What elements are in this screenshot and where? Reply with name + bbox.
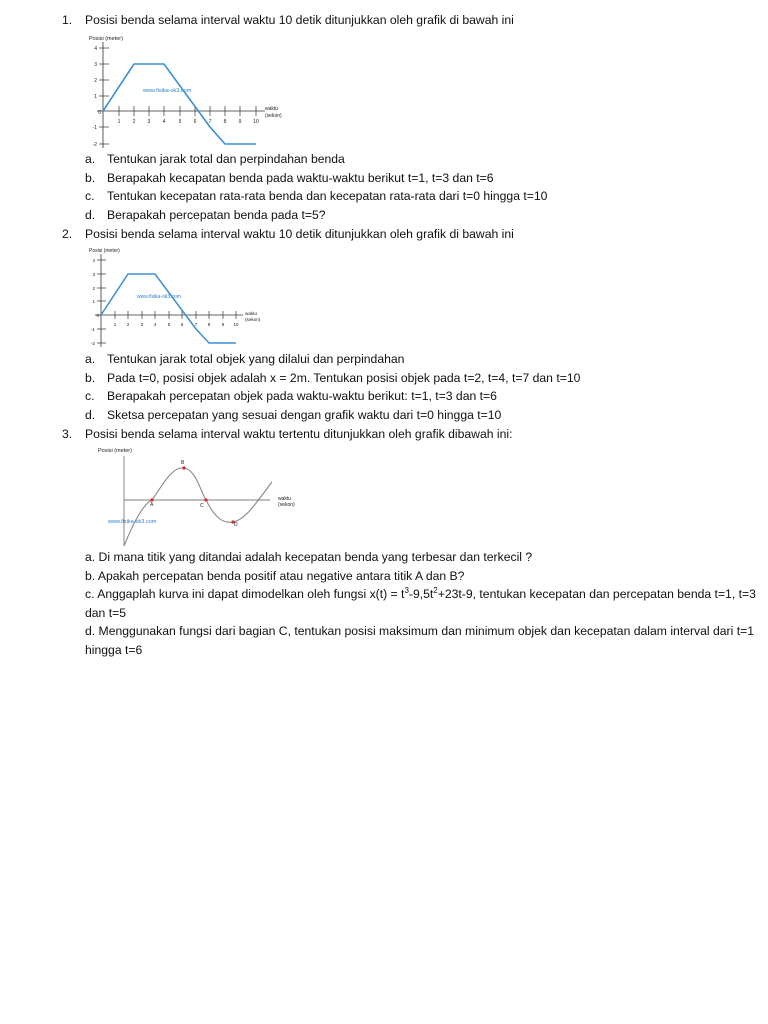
- graph-xlabel-unit: (sekon): [245, 317, 261, 322]
- svg-text:B: B: [181, 460, 185, 466]
- graph-xlabel: waktu: [278, 496, 292, 502]
- list-item: c. Berapakah percepatan objek pada waktu-waktu berikut: t=1, t=3 dan t=6: [85, 389, 497, 404]
- y-tick: 2: [92, 286, 95, 291]
- list-item: d. Sketsa percepatan yang sesuai dengan grafik waktu dari t=0 hingga t=10: [85, 407, 502, 422]
- watermark-text: www.fisika-ok3.com: [143, 88, 192, 94]
- list-item: a. Di mana titik yang ditandai adalah kecepatan benda yang terbesar dan terkecil ?: [85, 550, 533, 564]
- y-tick: 2: [94, 78, 97, 84]
- x-tick: 10: [233, 322, 239, 327]
- position-line: [101, 274, 236, 343]
- x-tick: 9: [238, 119, 242, 125]
- position-time-graph-2: [85, 247, 265, 350]
- position-line: [103, 64, 256, 144]
- graph-xlabel: waktu: [245, 311, 258, 316]
- x-tick: 6: [193, 119, 197, 125]
- watermark-text: www.fisika-ok3.com: [108, 519, 157, 525]
- position-time-graph-1: [85, 34, 290, 152]
- x-tick: 5: [167, 322, 171, 327]
- question-text: Posisi benda selama interval waktu tertentu ditunjukkan oleh grafik dibawah ini:: [85, 427, 513, 441]
- graph-ylabel: Posisi (meter): [98, 448, 132, 454]
- list-item: b. Apakah percepatan benda positif atau negative antara titik A dan B?: [85, 568, 465, 583]
- svg-text:C: C: [200, 503, 204, 509]
- y-tick: 4: [92, 258, 95, 263]
- point-d: [231, 520, 238, 528]
- question-text: Posisi benda selama interval waktu 10 detik ditunjukkan oleh grafik di bawah ini: [85, 13, 514, 27]
- x-tick: 3: [140, 322, 144, 327]
- question-text: Posisi benda selama interval waktu 10 detik ditunjukkan oleh grafik di bawah ini: [85, 227, 514, 241]
- list-item: d. Menggunakan fungsi dari bagian C, tentukan posisi maksimum dan minimum objek dan kecepatan dalam interval dari t=1 hingga t=6: [85, 624, 754, 657]
- x-tick: 7: [208, 119, 212, 125]
- graph-xlabel-unit: (sekon): [278, 502, 295, 508]
- position-curve-graph: [96, 446, 311, 548]
- y-tick: 4: [94, 46, 97, 52]
- question-1-items: [85, 150, 765, 224]
- x-tick: 2: [132, 119, 136, 125]
- x-tick: 2: [126, 322, 130, 327]
- y-tick: 0: [98, 110, 101, 116]
- x-tick: 7: [194, 322, 198, 327]
- graph-ylabel: Posisi (meter): [89, 36, 123, 42]
- y-tick: -2: [90, 341, 95, 346]
- svg-text:D: D: [234, 522, 238, 528]
- watermark-text: www.fisika-ok3.com: [137, 294, 181, 300]
- list-item: b. Berapakah kecapatan benda pada waktu-waktu berikut t=1, t=3 dan t=6: [85, 170, 494, 185]
- graph-ylabel: Posisi (meter): [89, 248, 120, 254]
- y-tick: 1: [94, 94, 97, 100]
- x-tick: 8: [223, 119, 227, 125]
- point-a: [150, 498, 154, 508]
- graph-xlabel-unit: (sekon): [265, 113, 282, 119]
- x-tick: 4: [153, 322, 157, 327]
- question-3-items: [85, 548, 765, 660]
- question-2-items: [85, 350, 765, 424]
- list-item: d. Berapakah percepatan benda pada t=5?: [85, 207, 326, 222]
- x-tick: 1: [113, 322, 117, 327]
- list-item: c. Anggaplah kurva ini dapat dimodelkan oleh fungsi $x(t) = t^3-9,5t^2+23t-9$, tentukan kecepatan dan percepatan benda t=1, t=3 dan t=5: [85, 586, 756, 620]
- x-tick: 6: [180, 322, 184, 327]
- x-tick: 9: [221, 322, 225, 327]
- x-tick: 5: [178, 119, 182, 125]
- list-item: a. Tentukan jarak total dan perpindahan benda: [85, 152, 345, 166]
- x-tick: 10: [253, 119, 259, 125]
- y-tick: 3: [94, 62, 97, 68]
- y-tick: -1: [92, 125, 97, 131]
- y-tick: 1: [92, 299, 95, 304]
- position-curve: [124, 468, 272, 546]
- question-number: 2.: [62, 227, 73, 241]
- list-item: a. Tentukan jarak total objek yang dilalui dan perpindahan: [85, 352, 405, 366]
- x-tick: 4: [162, 119, 166, 125]
- x-tick: 3: [147, 119, 151, 125]
- y-tick: 0: [96, 313, 99, 318]
- y-tick: 3: [92, 272, 95, 277]
- question-number: 3.: [62, 427, 73, 441]
- svg-text:A: A: [150, 502, 154, 508]
- y-tick: -1: [90, 327, 95, 332]
- list-item: c. Tentukan kecepatan rata-rata benda dan kecepatan rata-rata dari t=0 hingga t=10: [85, 189, 548, 204]
- x-tick: 8: [207, 322, 211, 327]
- graph-xlabel: waktu: [265, 106, 279, 112]
- question-number: 1.: [62, 13, 73, 27]
- y-tick: -2: [92, 142, 97, 148]
- list-item: b. Pada t=0, posisi objek adalah x = 2m. Tentukan posisi objek pada t=2, t=4, t=7 dan t=10: [85, 370, 581, 385]
- x-tick: 1: [117, 119, 121, 125]
